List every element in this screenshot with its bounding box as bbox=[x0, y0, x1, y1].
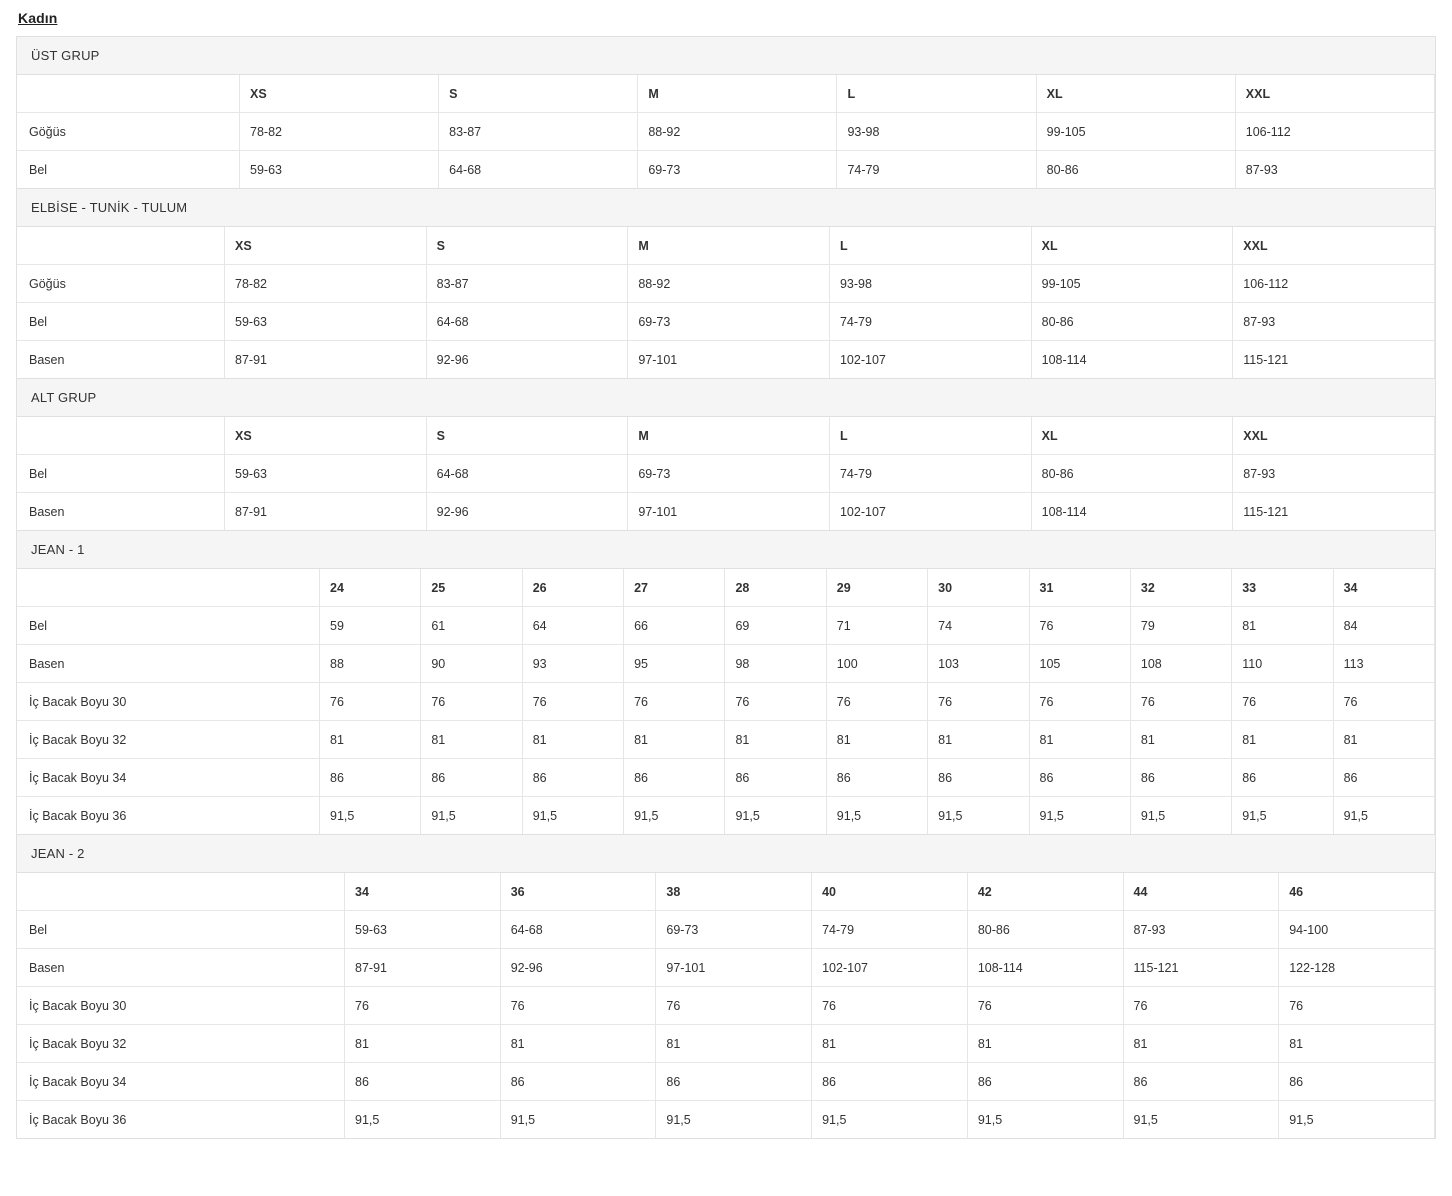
row-label: Bel bbox=[17, 303, 225, 341]
table-row bbox=[17, 683, 1435, 721]
table-corner-cell bbox=[17, 75, 240, 113]
measurement-cell: 86 bbox=[928, 759, 1029, 797]
measurement-cell: 74-79 bbox=[812, 911, 968, 949]
column-header: 30 bbox=[928, 569, 1029, 607]
measurement-cell: 91,5 bbox=[1029, 797, 1130, 835]
measurement-cell: 83-87 bbox=[439, 113, 638, 151]
measurement-cell: 69-73 bbox=[628, 303, 830, 341]
measurement-cell: 80-86 bbox=[1031, 303, 1233, 341]
measurement-cell: 97-101 bbox=[628, 493, 830, 531]
measurement-cell: 91,5 bbox=[1333, 797, 1434, 835]
measurement-cell: 86 bbox=[1123, 1063, 1279, 1101]
column-header: 27 bbox=[624, 569, 725, 607]
measurement-cell: 81 bbox=[522, 721, 623, 759]
panel-heading: ALT GRUP bbox=[17, 379, 1435, 417]
row-label: Bel bbox=[17, 455, 225, 493]
column-header: S bbox=[426, 417, 628, 455]
measurement-cell: 86 bbox=[1232, 759, 1333, 797]
table-row bbox=[17, 721, 1435, 759]
column-header: L bbox=[829, 417, 1031, 455]
table-row bbox=[17, 1025, 1435, 1063]
column-header: M bbox=[638, 75, 837, 113]
measurement-cell: 81 bbox=[826, 721, 927, 759]
size-table bbox=[17, 873, 1435, 1138]
size-table bbox=[17, 417, 1435, 530]
measurement-cell: 71 bbox=[826, 607, 927, 645]
measurement-cell: 87-91 bbox=[225, 493, 427, 531]
measurement-cell: 91,5 bbox=[725, 797, 826, 835]
row-label: Basen bbox=[17, 341, 225, 379]
measurement-cell: 86 bbox=[522, 759, 623, 797]
column-header: 46 bbox=[1279, 873, 1435, 911]
measurement-cell: 115-121 bbox=[1123, 949, 1279, 987]
measurement-cell: 76 bbox=[345, 987, 501, 1025]
measurement-cell: 59-63 bbox=[240, 151, 439, 189]
measurement-cell: 91,5 bbox=[421, 797, 522, 835]
measurement-cell: 81 bbox=[656, 1025, 812, 1063]
measurement-cell: 81 bbox=[624, 721, 725, 759]
column-header: 42 bbox=[967, 873, 1123, 911]
row-label: Bel bbox=[17, 607, 320, 645]
measurement-cell: 86 bbox=[345, 1063, 501, 1101]
measurement-cell: 64 bbox=[522, 607, 623, 645]
measurement-cell: 86 bbox=[1029, 759, 1130, 797]
column-header: XXL bbox=[1235, 75, 1434, 113]
column-header: XS bbox=[225, 417, 427, 455]
measurement-cell: 66 bbox=[624, 607, 725, 645]
table-corner-cell bbox=[17, 417, 225, 455]
measurement-cell: 102-107 bbox=[829, 493, 1031, 531]
measurement-cell: 88-92 bbox=[638, 113, 837, 151]
measurement-cell: 92-96 bbox=[500, 949, 656, 987]
column-header: 33 bbox=[1232, 569, 1333, 607]
table-row bbox=[17, 797, 1435, 835]
row-label: Göğüs bbox=[17, 265, 225, 303]
column-header: XL bbox=[1031, 417, 1233, 455]
measurement-cell: 86 bbox=[500, 1063, 656, 1101]
measurement-cell: 91,5 bbox=[967, 1101, 1123, 1139]
measurement-cell: 76 bbox=[421, 683, 522, 721]
measurement-cell: 76 bbox=[1123, 987, 1279, 1025]
measurement-cell: 86 bbox=[624, 759, 725, 797]
table-row bbox=[17, 455, 1435, 493]
table-header-row bbox=[17, 417, 1435, 455]
row-label: İç Bacak Boyu 36 bbox=[17, 1101, 345, 1139]
measurement-cell: 81 bbox=[725, 721, 826, 759]
table-row bbox=[17, 949, 1435, 987]
size-table-panel bbox=[17, 189, 1435, 379]
table-row bbox=[17, 265, 1435, 303]
measurement-cell: 64-68 bbox=[426, 303, 628, 341]
measurement-cell: 106-112 bbox=[1233, 265, 1435, 303]
page-title: Kadın bbox=[18, 10, 58, 26]
measurement-cell: 76 bbox=[500, 987, 656, 1025]
measurement-cell: 87-91 bbox=[345, 949, 501, 987]
column-header: S bbox=[439, 75, 638, 113]
row-label: İç Bacak Boyu 34 bbox=[17, 1063, 345, 1101]
table-row bbox=[17, 113, 1435, 151]
measurement-cell: 83-87 bbox=[426, 265, 628, 303]
measurement-cell: 91,5 bbox=[624, 797, 725, 835]
measurement-cell: 76 bbox=[656, 987, 812, 1025]
column-header: XL bbox=[1036, 75, 1235, 113]
size-table bbox=[17, 75, 1435, 188]
measurement-cell: 84 bbox=[1333, 607, 1434, 645]
size-table bbox=[17, 569, 1435, 834]
column-header: M bbox=[628, 227, 830, 265]
row-label: İç Bacak Boyu 34 bbox=[17, 759, 320, 797]
measurement-cell: 91,5 bbox=[500, 1101, 656, 1139]
measurement-cell: 103 bbox=[928, 645, 1029, 683]
row-label: Basen bbox=[17, 645, 320, 683]
size-table-panel bbox=[17, 379, 1435, 531]
measurement-cell: 90 bbox=[421, 645, 522, 683]
table-row bbox=[17, 759, 1435, 797]
measurement-cell: 64-68 bbox=[426, 455, 628, 493]
row-label: Göğüs bbox=[17, 113, 240, 151]
measurement-cell: 81 bbox=[1232, 721, 1333, 759]
measurement-cell: 86 bbox=[656, 1063, 812, 1101]
column-header: 24 bbox=[320, 569, 421, 607]
measurement-cell: 86 bbox=[1130, 759, 1231, 797]
row-label: Basen bbox=[17, 493, 225, 531]
measurement-cell: 81 bbox=[1130, 721, 1231, 759]
measurement-cell: 99-105 bbox=[1031, 265, 1233, 303]
column-header: 31 bbox=[1029, 569, 1130, 607]
column-header: 36 bbox=[500, 873, 656, 911]
column-header: XL bbox=[1031, 227, 1233, 265]
measurement-cell: 78-82 bbox=[225, 265, 427, 303]
table-row bbox=[17, 987, 1435, 1025]
table-header-row bbox=[17, 75, 1435, 113]
measurement-cell: 64-68 bbox=[500, 911, 656, 949]
measurement-cell: 59-63 bbox=[225, 455, 427, 493]
size-tables-container bbox=[16, 36, 1436, 1139]
measurement-cell: 64-68 bbox=[439, 151, 638, 189]
column-header: 29 bbox=[826, 569, 927, 607]
table-row bbox=[17, 911, 1435, 949]
measurement-cell: 76 bbox=[928, 683, 1029, 721]
measurement-cell: 86 bbox=[1333, 759, 1434, 797]
measurement-cell: 108-114 bbox=[1031, 341, 1233, 379]
measurement-cell: 59 bbox=[320, 607, 421, 645]
measurement-cell: 69-73 bbox=[628, 455, 830, 493]
measurement-cell: 76 bbox=[320, 683, 421, 721]
measurement-cell: 97-101 bbox=[628, 341, 830, 379]
measurement-cell: 74-79 bbox=[837, 151, 1036, 189]
row-label: İç Bacak Boyu 30 bbox=[17, 987, 345, 1025]
column-header: L bbox=[829, 227, 1031, 265]
measurement-cell: 86 bbox=[1279, 1063, 1435, 1101]
measurement-cell: 108-114 bbox=[967, 949, 1123, 987]
row-label: Bel bbox=[17, 151, 240, 189]
column-header: 34 bbox=[1333, 569, 1434, 607]
column-header: L bbox=[837, 75, 1036, 113]
measurement-cell: 76 bbox=[1279, 987, 1435, 1025]
measurement-cell: 86 bbox=[812, 1063, 968, 1101]
measurement-cell: 91,5 bbox=[345, 1101, 501, 1139]
measurement-cell: 108 bbox=[1130, 645, 1231, 683]
measurement-cell: 74 bbox=[928, 607, 1029, 645]
measurement-cell: 99-105 bbox=[1036, 113, 1235, 151]
measurement-cell: 87-93 bbox=[1233, 455, 1435, 493]
measurement-cell: 81 bbox=[967, 1025, 1123, 1063]
measurement-cell: 76 bbox=[812, 987, 968, 1025]
measurement-cell: 86 bbox=[320, 759, 421, 797]
panel-heading: JEAN - 2 bbox=[17, 835, 1435, 873]
measurement-cell: 86 bbox=[826, 759, 927, 797]
measurement-cell: 61 bbox=[421, 607, 522, 645]
row-label: Basen bbox=[17, 949, 345, 987]
measurement-cell: 91,5 bbox=[928, 797, 1029, 835]
column-header: 32 bbox=[1130, 569, 1231, 607]
measurement-cell: 102-107 bbox=[812, 949, 968, 987]
measurement-cell: 91,5 bbox=[656, 1101, 812, 1139]
size-table bbox=[17, 227, 1435, 378]
measurement-cell: 79 bbox=[1130, 607, 1231, 645]
column-header: XS bbox=[240, 75, 439, 113]
measurement-cell: 100 bbox=[826, 645, 927, 683]
table-corner-cell bbox=[17, 569, 320, 607]
measurement-cell: 81 bbox=[320, 721, 421, 759]
measurement-cell: 93-98 bbox=[829, 265, 1031, 303]
measurement-cell: 105 bbox=[1029, 645, 1130, 683]
column-header: XS bbox=[225, 227, 427, 265]
measurement-cell: 59-63 bbox=[225, 303, 427, 341]
measurement-cell: 81 bbox=[1123, 1025, 1279, 1063]
measurement-cell: 81 bbox=[500, 1025, 656, 1063]
table-row bbox=[17, 645, 1435, 683]
measurement-cell: 69 bbox=[725, 607, 826, 645]
table-corner-cell bbox=[17, 873, 345, 911]
table-row bbox=[17, 1063, 1435, 1101]
column-header: S bbox=[426, 227, 628, 265]
measurement-cell: 97-101 bbox=[656, 949, 812, 987]
table-row bbox=[17, 151, 1435, 189]
measurement-cell: 76 bbox=[1029, 683, 1130, 721]
measurement-cell: 91,5 bbox=[522, 797, 623, 835]
measurement-cell: 76 bbox=[624, 683, 725, 721]
row-label: Bel bbox=[17, 911, 345, 949]
measurement-cell: 76 bbox=[522, 683, 623, 721]
measurement-cell: 81 bbox=[1232, 607, 1333, 645]
table-header-row bbox=[17, 227, 1435, 265]
column-header: 40 bbox=[812, 873, 968, 911]
table-row bbox=[17, 303, 1435, 341]
panel-heading: ÜST GRUP bbox=[17, 37, 1435, 75]
row-label: İç Bacak Boyu 30 bbox=[17, 683, 320, 721]
measurement-cell: 91,5 bbox=[1130, 797, 1231, 835]
measurement-cell: 86 bbox=[725, 759, 826, 797]
column-header: 25 bbox=[421, 569, 522, 607]
measurement-cell: 91,5 bbox=[1279, 1101, 1435, 1139]
measurement-cell: 80-86 bbox=[1036, 151, 1235, 189]
measurement-cell: 110 bbox=[1232, 645, 1333, 683]
measurement-cell: 122-128 bbox=[1279, 949, 1435, 987]
measurement-cell: 108-114 bbox=[1031, 493, 1233, 531]
column-header: 38 bbox=[656, 873, 812, 911]
measurement-cell: 80-86 bbox=[1031, 455, 1233, 493]
measurement-cell: 102-107 bbox=[829, 341, 1031, 379]
column-header: XXL bbox=[1233, 417, 1435, 455]
table-row bbox=[17, 341, 1435, 379]
table-row bbox=[17, 493, 1435, 531]
measurement-cell: 76 bbox=[1029, 607, 1130, 645]
column-header: 34 bbox=[345, 873, 501, 911]
measurement-cell: 59-63 bbox=[345, 911, 501, 949]
measurement-cell: 69-73 bbox=[638, 151, 837, 189]
column-header: M bbox=[628, 417, 830, 455]
measurement-cell: 76 bbox=[826, 683, 927, 721]
row-label: İç Bacak Boyu 32 bbox=[17, 1025, 345, 1063]
table-header-row bbox=[17, 569, 1435, 607]
measurement-cell: 91,5 bbox=[826, 797, 927, 835]
measurement-cell: 98 bbox=[725, 645, 826, 683]
measurement-cell: 80-86 bbox=[967, 911, 1123, 949]
row-label: İç Bacak Boyu 36 bbox=[17, 797, 320, 835]
measurement-cell: 81 bbox=[1279, 1025, 1435, 1063]
table-corner-cell bbox=[17, 227, 225, 265]
measurement-cell: 76 bbox=[725, 683, 826, 721]
measurement-cell: 76 bbox=[967, 987, 1123, 1025]
panel-heading: ELBİSE - TUNİK - TULUM bbox=[17, 189, 1435, 227]
measurement-cell: 91,5 bbox=[320, 797, 421, 835]
measurement-cell: 88 bbox=[320, 645, 421, 683]
measurement-cell: 92-96 bbox=[426, 493, 628, 531]
measurement-cell: 86 bbox=[421, 759, 522, 797]
measurement-cell: 87-93 bbox=[1123, 911, 1279, 949]
row-label: İç Bacak Boyu 32 bbox=[17, 721, 320, 759]
measurement-cell: 74-79 bbox=[829, 455, 1031, 493]
table-row bbox=[17, 1101, 1435, 1139]
measurement-cell: 115-121 bbox=[1233, 493, 1435, 531]
measurement-cell: 87-93 bbox=[1233, 303, 1435, 341]
measurement-cell: 95 bbox=[624, 645, 725, 683]
measurement-cell: 81 bbox=[812, 1025, 968, 1063]
column-header: 44 bbox=[1123, 873, 1279, 911]
measurement-cell: 91,5 bbox=[1232, 797, 1333, 835]
measurement-cell: 78-82 bbox=[240, 113, 439, 151]
measurement-cell: 74-79 bbox=[829, 303, 1031, 341]
table-row bbox=[17, 607, 1435, 645]
measurement-cell: 86 bbox=[967, 1063, 1123, 1101]
measurement-cell: 81 bbox=[421, 721, 522, 759]
measurement-cell: 69-73 bbox=[656, 911, 812, 949]
measurement-cell: 87-91 bbox=[225, 341, 427, 379]
measurement-cell: 93-98 bbox=[837, 113, 1036, 151]
panel-heading: JEAN - 1 bbox=[17, 531, 1435, 569]
measurement-cell: 76 bbox=[1333, 683, 1434, 721]
measurement-cell: 76 bbox=[1232, 683, 1333, 721]
size-table-panel bbox=[17, 835, 1435, 1138]
measurement-cell: 93 bbox=[522, 645, 623, 683]
measurement-cell: 115-121 bbox=[1233, 341, 1435, 379]
measurement-cell: 81 bbox=[1333, 721, 1434, 759]
measurement-cell: 76 bbox=[1130, 683, 1231, 721]
column-header: XXL bbox=[1233, 227, 1435, 265]
measurement-cell: 113 bbox=[1333, 645, 1434, 683]
column-header: 28 bbox=[725, 569, 826, 607]
table-header-row bbox=[17, 873, 1435, 911]
measurement-cell: 87-93 bbox=[1235, 151, 1434, 189]
measurement-cell: 91,5 bbox=[812, 1101, 968, 1139]
measurement-cell: 94-100 bbox=[1279, 911, 1435, 949]
column-header: 26 bbox=[522, 569, 623, 607]
measurement-cell: 92-96 bbox=[426, 341, 628, 379]
measurement-cell: 106-112 bbox=[1235, 113, 1434, 151]
measurement-cell: 81 bbox=[928, 721, 1029, 759]
measurement-cell: 81 bbox=[345, 1025, 501, 1063]
measurement-cell: 88-92 bbox=[628, 265, 830, 303]
size-table-panel bbox=[17, 37, 1435, 189]
measurement-cell: 91,5 bbox=[1123, 1101, 1279, 1139]
measurement-cell: 81 bbox=[1029, 721, 1130, 759]
size-table-panel bbox=[17, 531, 1435, 835]
